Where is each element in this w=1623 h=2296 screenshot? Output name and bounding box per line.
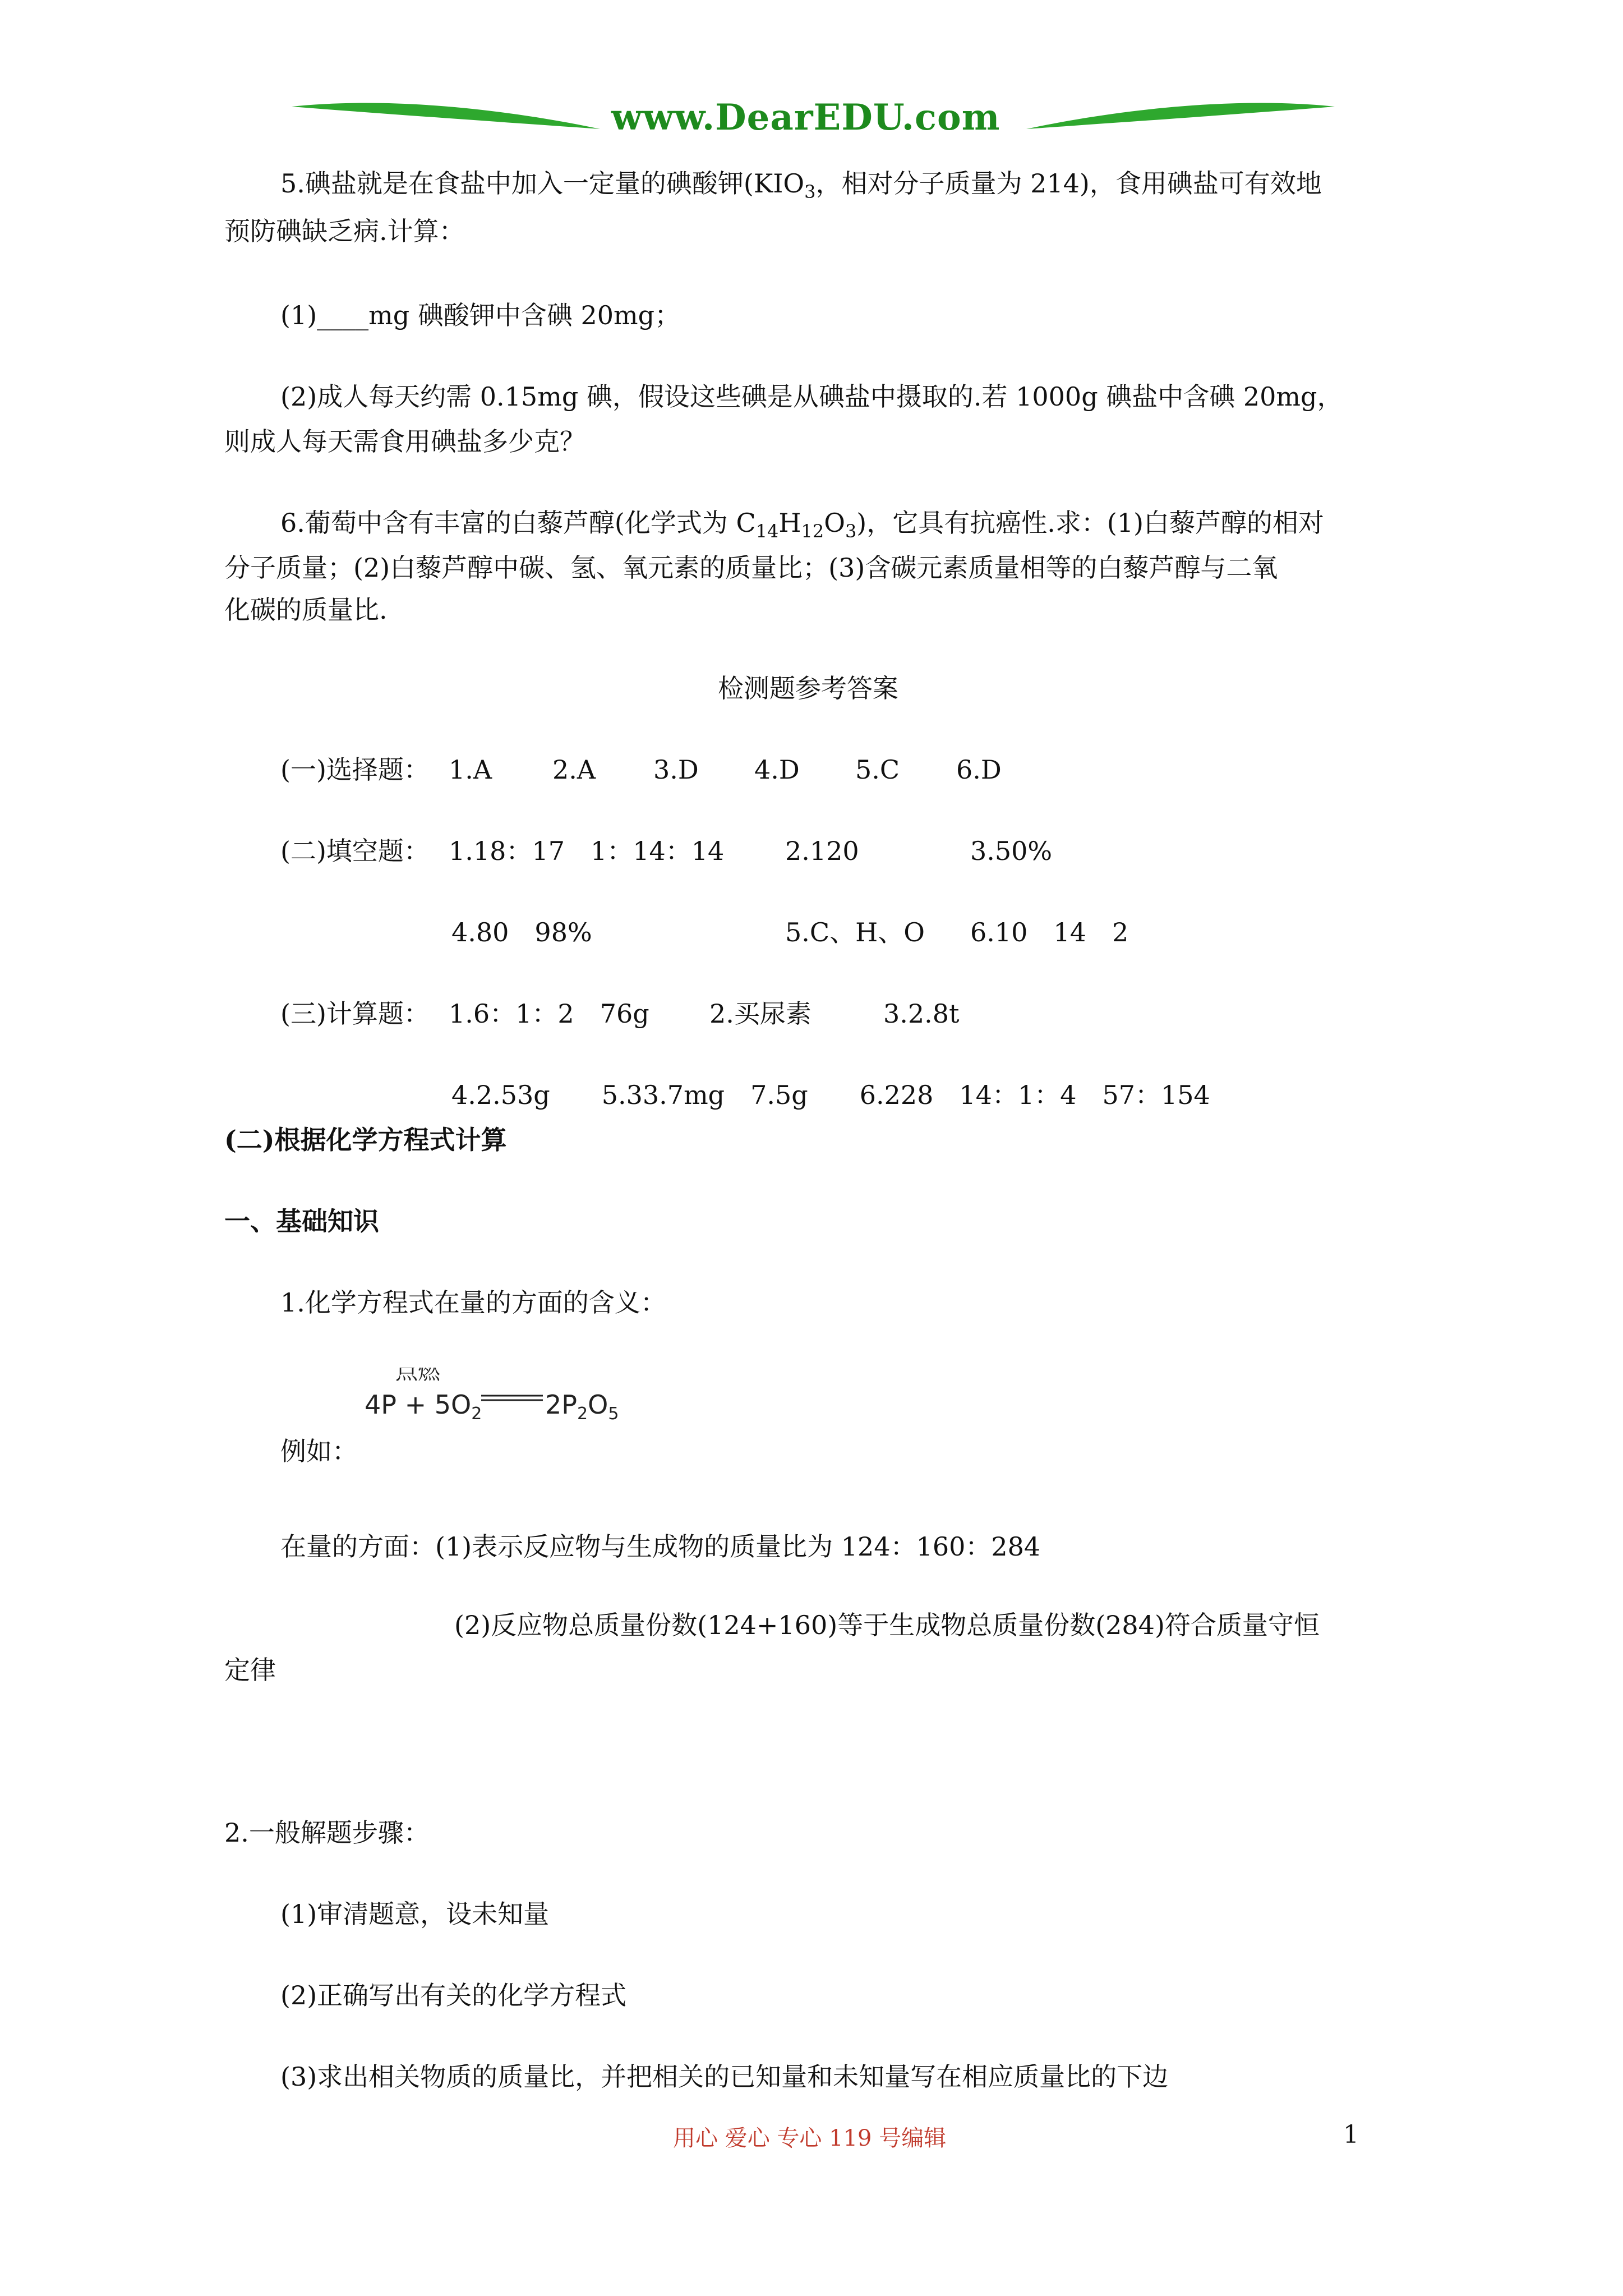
basics-item1: 1.化学方程式在量的方面的含义： bbox=[280, 1287, 666, 1318]
answers-title: 检测题参考答案 bbox=[718, 673, 898, 703]
basics-step3: (3)求出相关物质的质量比，并把相关的已知量和未知量写在相应质量比的下边 bbox=[280, 2062, 1169, 2092]
basics-example-label: 例如： bbox=[280, 1436, 358, 1466]
q5-line1: 5.碘盐就是在食盐中加入一定量的碘酸钾($KIO_3$，相对分子质量为 214)，食用碘盐可有效地 bbox=[280, 168, 1322, 203]
answers-fill-label: (二)填空题： bbox=[280, 836, 430, 866]
answer-choice-5: 5.C bbox=[855, 754, 900, 785]
svg-text:2P2O5: $2P_2O_5$ bbox=[545, 1389, 619, 1424]
chemical-equation bbox=[365, 1368, 645, 1429]
answer-calc-2: 2.买尿素 bbox=[709, 999, 811, 1029]
answer-calc-3: 3.2.8t bbox=[883, 999, 960, 1029]
answers-choice-label: (一)选择题： bbox=[280, 754, 430, 785]
site-logo bbox=[286, 90, 1340, 151]
answer-choice-2: 2.A bbox=[552, 754, 596, 785]
site-url: www.DearEDU.com bbox=[611, 96, 1000, 139]
footer-slogan: 用心 爱心 专心 119 号编辑 bbox=[673, 2125, 947, 2151]
answer-calc-row2: 4.2.53g 5.33.7mg 7.5g 6.228 14：1：4 57：154 bbox=[451, 1080, 1210, 1110]
section-subheading: 一、基础知识 bbox=[224, 1206, 379, 1236]
svg-text:4P + 5O2: $4P + 5O_2$ bbox=[365, 1389, 482, 1424]
q6-line3: 化碳的质量比. bbox=[224, 595, 388, 625]
q6-line1: 6.葡萄中含有丰富的白藜芦醇(化学式为 $C_{14}H_{12}O_3$)，它具有抗癌性.求：(1)白藜芦醇的相对 bbox=[280, 508, 1325, 542]
basics-step2: (2)正确写出有关的化学方程式 bbox=[280, 1980, 627, 2010]
page-number: 1 bbox=[1343, 2120, 1359, 2149]
q6-line2: 分子质量；(2)白藜芦醇中碳、氢、氧元素的质量比；(3)含碳元素质量相等的白藜芦醇与二氧 bbox=[224, 553, 1278, 583]
answer-fill-5: 5.C、H、O bbox=[785, 917, 925, 947]
equation-condition: 点燃 bbox=[395, 1368, 440, 1384]
q5-part2-line2: 则成人每天需食用碘盐多少克？ bbox=[224, 426, 585, 457]
answer-choice-6: 6.D bbox=[956, 754, 1002, 785]
basics-quant2-line2: 定律 bbox=[224, 1655, 276, 1685]
basics-step1: (1)审清题意，设未知量 bbox=[280, 1899, 550, 1929]
answers-calc-label: (三)计算题： bbox=[280, 999, 430, 1029]
q5-part1: (1)____mg 碘酸钾中含碘 20mg； bbox=[280, 300, 681, 330]
basics-item2: 2.一般解题步骤： bbox=[224, 1818, 430, 1848]
answer-choice-1: 1.A bbox=[449, 754, 492, 785]
q5-part2-line1: (2)成人每天约需 0.15mg 碘，假设这些碘是从碘盐中摄取的.若 1000g 碘盐中含碘 20mg， bbox=[280, 381, 1343, 412]
basics-quant1: 在量的方面：(1)表示反应物与生成物的质量比为 124：160：284 bbox=[280, 1531, 1041, 1562]
section-heading: (二)根据化学方程式计算 bbox=[224, 1125, 507, 1155]
basics-quant2-line1: (2)反应物总质量份数(124+160)等于生成物总质量份数(284)符合质量守恒 bbox=[454, 1610, 1320, 1640]
answer-choice-3: 3.D bbox=[653, 754, 699, 785]
answer-fill-6: 6.10 14 2 bbox=[970, 917, 1129, 947]
answer-choice-4: 4.D bbox=[754, 754, 800, 785]
answer-fill-1: 1.18：17 1：14：14 bbox=[449, 836, 725, 866]
answer-fill-2: 2.120 bbox=[785, 836, 859, 866]
answer-calc-1: 1.6：1：2 76g bbox=[449, 999, 649, 1029]
q5-line2: 预防碘缺乏病.计算： bbox=[224, 216, 465, 246]
answer-fill-3: 3.50% bbox=[970, 836, 1053, 866]
answer-fill-4: 4.80 98% bbox=[451, 917, 592, 947]
